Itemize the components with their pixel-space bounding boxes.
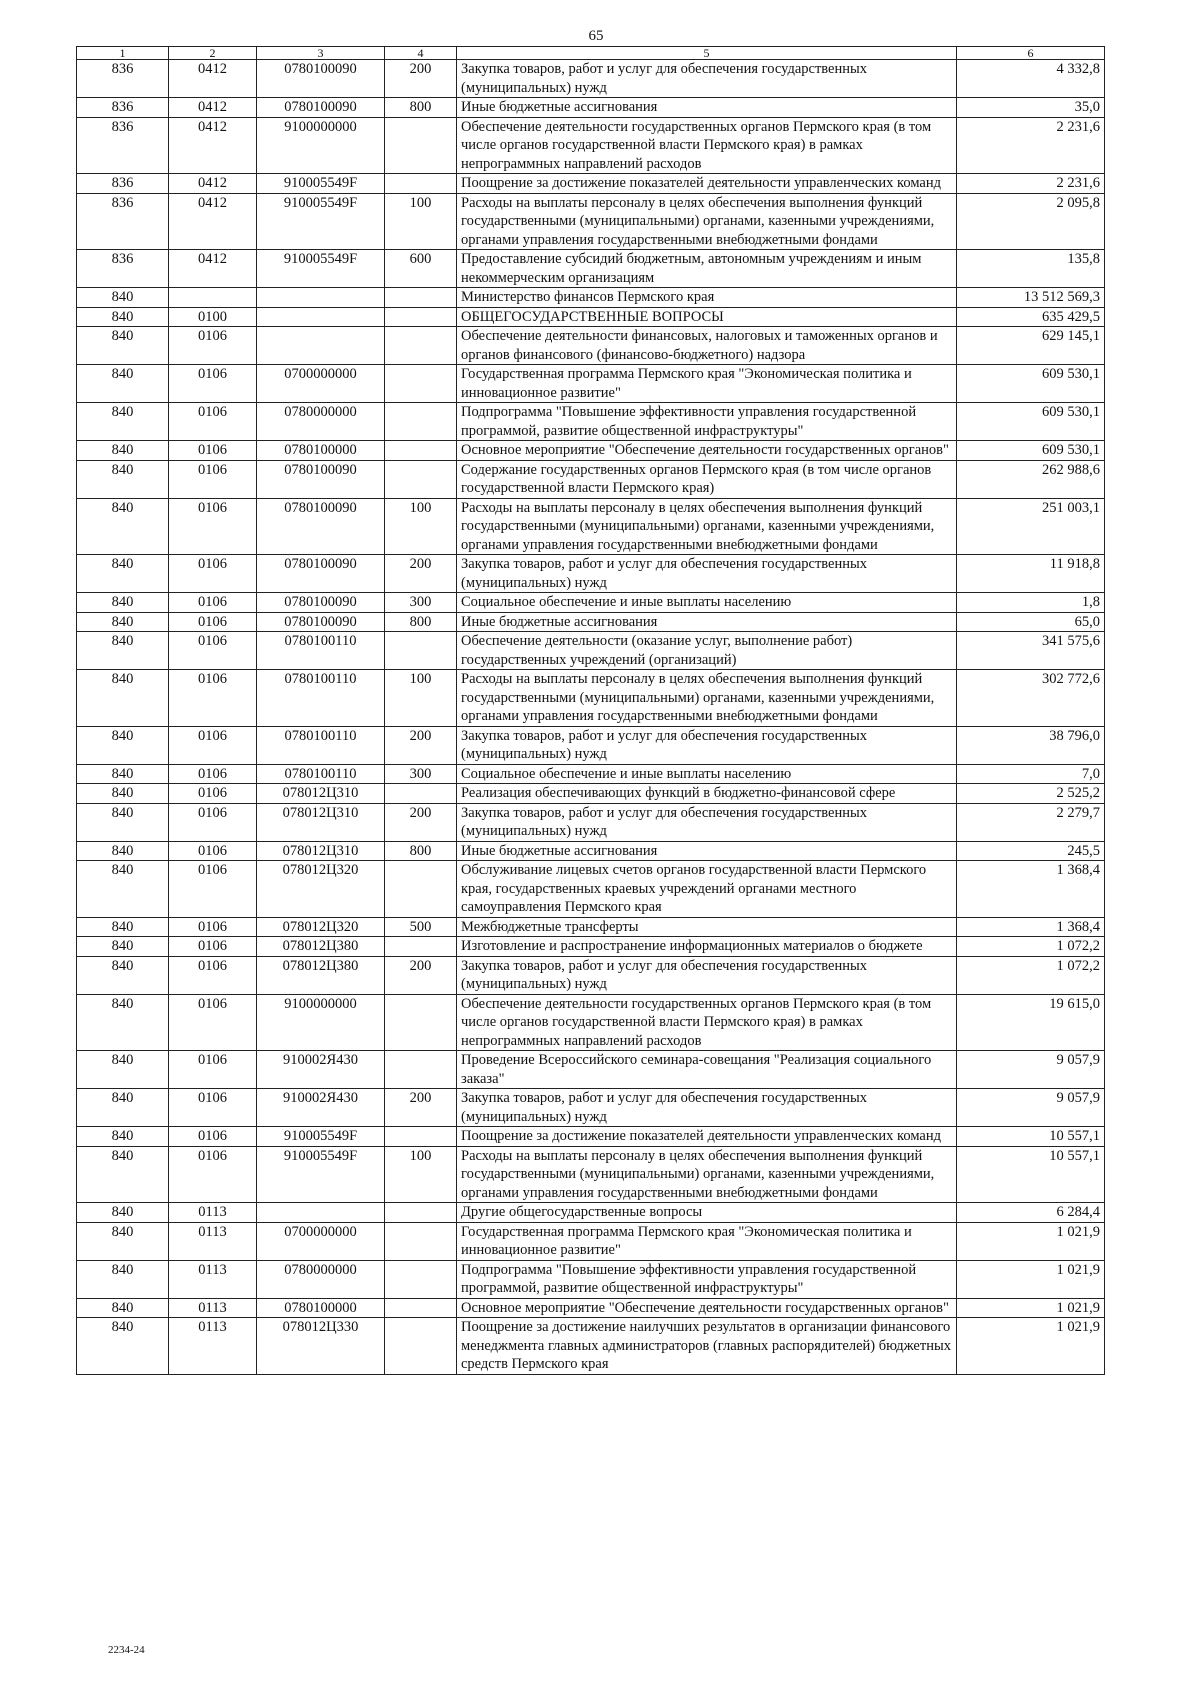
ministry-code-cell: 840	[77, 365, 169, 403]
target-article-cell: 0780100110	[257, 764, 385, 784]
description-cell: Расходы на выплаты персоналу в целях обеспечения выполнения функций государственными (муниципальными) органами, казенными учреждениями, органами управления государственными внебюджетными фондами	[457, 498, 957, 555]
ministry-code-cell: 840	[77, 1260, 169, 1298]
description-cell: Содержание государственных органов Пермского края (в том числе органов государственной власти Пермского края)	[457, 460, 957, 498]
table-row	[77, 250, 1105, 288]
section-code-cell: 0412	[169, 117, 257, 174]
target-article-cell: 078012Ц330	[257, 1318, 385, 1375]
target-article-cell: 910005549F	[257, 193, 385, 250]
expense-type-cell	[385, 1298, 457, 1318]
description-cell: Социальное обеспечение и иные выплаты населению	[457, 764, 957, 784]
description-cell: Предоставление субсидий бюджетным, автономным учреждениям и иным некоммерческим организациям	[457, 250, 957, 288]
target-article-cell: 0700000000	[257, 1222, 385, 1260]
table-row	[77, 1298, 1105, 1318]
section-code-cell: 0106	[169, 593, 257, 613]
table-row	[77, 174, 1105, 194]
description-cell: Иные бюджетные ассигнования	[457, 98, 957, 118]
amount-cell: 341 575,6	[957, 632, 1105, 670]
section-code-cell: 0106	[169, 1127, 257, 1147]
ministry-code-cell: 840	[77, 632, 169, 670]
section-code-cell: 0412	[169, 98, 257, 118]
section-code-cell: 0412	[169, 174, 257, 194]
description-cell: Закупка товаров, работ и услуг для обеспечения государственных (муниципальных) нужд	[457, 803, 957, 841]
target-article-cell: 0780000000	[257, 403, 385, 441]
section-code-cell: 0106	[169, 1051, 257, 1089]
ministry-code-cell: 840	[77, 1203, 169, 1223]
section-code-cell: 0106	[169, 365, 257, 403]
table-row	[77, 1260, 1105, 1298]
amount-cell: 629 145,1	[957, 327, 1105, 365]
section-code-cell: 0106	[169, 670, 257, 727]
expense-type-cell	[385, 994, 457, 1051]
amount-cell: 65,0	[957, 612, 1105, 632]
ministry-code-cell: 840	[77, 612, 169, 632]
table-row	[77, 193, 1105, 250]
description-cell: Иные бюджетные ассигнования	[457, 612, 957, 632]
target-article-cell: 910002Я430	[257, 1089, 385, 1127]
ministry-code-cell: 840	[77, 403, 169, 441]
section-code-cell: 0106	[169, 1089, 257, 1127]
section-code-cell: 0106	[169, 994, 257, 1051]
expense-type-cell	[385, 1222, 457, 1260]
target-article-cell	[257, 1203, 385, 1223]
column-header: 2	[169, 47, 257, 60]
expense-type-cell	[385, 861, 457, 918]
description-cell: Проведение Всероссийского семинара-совещания "Реализация социального заказа"	[457, 1051, 957, 1089]
table-row	[77, 1051, 1105, 1089]
ministry-code-cell: 840	[77, 937, 169, 957]
table-row	[77, 98, 1105, 118]
target-article-cell	[257, 307, 385, 327]
table-row	[77, 60, 1105, 98]
amount-cell: 1 021,9	[957, 1222, 1105, 1260]
expense-type-cell	[385, 937, 457, 957]
section-code-cell: 0106	[169, 327, 257, 365]
description-cell: Реализация обеспечивающих функций в бюджетно-финансовой сфере	[457, 784, 957, 804]
expense-type-cell	[385, 403, 457, 441]
amount-cell: 2 231,6	[957, 174, 1105, 194]
ministry-code-cell: 840	[77, 1146, 169, 1203]
amount-cell: 245,5	[957, 841, 1105, 861]
expense-type-cell	[385, 117, 457, 174]
description-cell: Закупка товаров, работ и услуг для обеспечения государственных (муниципальных) нужд	[457, 1089, 957, 1127]
description-cell: Изготовление и распространение информационных материалов о бюджете	[457, 937, 957, 957]
target-article-cell: 9100000000	[257, 994, 385, 1051]
description-cell: Обеспечение деятельности государственных органов Пермского края (в том числе органов государственной власти Пермского края) в рамках непрограммных направлений расходов	[457, 117, 957, 174]
description-cell: Закупка товаров, работ и услуг для обеспечения государственных (муниципальных) нужд	[457, 555, 957, 593]
ministry-code-cell: 840	[77, 841, 169, 861]
description-cell: Другие общегосударственные вопросы	[457, 1203, 957, 1223]
amount-cell: 13 512 569,3	[957, 288, 1105, 308]
ministry-code-cell: 840	[77, 1318, 169, 1375]
section-code-cell: 0106	[169, 498, 257, 555]
target-article-cell: 9100000000	[257, 117, 385, 174]
ministry-code-cell: 840	[77, 956, 169, 994]
section-code-cell: 0106	[169, 937, 257, 957]
ministry-code-cell: 836	[77, 60, 169, 98]
expense-type-cell: 100	[385, 670, 457, 727]
table-row	[77, 1318, 1105, 1375]
section-code-cell: 0106	[169, 403, 257, 441]
amount-cell: 635 429,5	[957, 307, 1105, 327]
expense-type-cell	[385, 1051, 457, 1089]
expense-type-cell	[385, 632, 457, 670]
ministry-code-cell: 840	[77, 917, 169, 937]
target-article-cell: 910005549F	[257, 250, 385, 288]
expense-type-cell: 100	[385, 1146, 457, 1203]
expense-type-cell: 300	[385, 593, 457, 613]
table-row	[77, 670, 1105, 727]
table-row	[77, 498, 1105, 555]
target-article-cell: 078012Ц380	[257, 937, 385, 957]
table-row	[77, 555, 1105, 593]
expense-type-cell: 500	[385, 917, 457, 937]
expense-type-cell: 800	[385, 841, 457, 861]
description-cell: Подпрограмма "Повышение эффективности управления государственной программой, развитие общественной инфраструктуры"	[457, 1260, 957, 1298]
budget-table	[76, 46, 1105, 1375]
description-cell: Основное мероприятие "Обеспечение деятельности государственных органов"	[457, 441, 957, 461]
section-code-cell: 0106	[169, 803, 257, 841]
ministry-code-cell: 836	[77, 98, 169, 118]
expense-type-cell	[385, 327, 457, 365]
table-row	[77, 593, 1105, 613]
amount-cell: 1 021,9	[957, 1260, 1105, 1298]
ministry-code-cell: 840	[77, 1127, 169, 1147]
section-code-cell: 0100	[169, 307, 257, 327]
ministry-code-cell: 840	[77, 1222, 169, 1260]
target-article-cell: 0780100090	[257, 460, 385, 498]
target-article-cell: 910002Я430	[257, 1051, 385, 1089]
table-row	[77, 784, 1105, 804]
target-article-cell	[257, 288, 385, 308]
table-row	[77, 937, 1105, 957]
table-row	[77, 117, 1105, 174]
amount-cell: 9 057,9	[957, 1051, 1105, 1089]
section-code-cell: 0106	[169, 555, 257, 593]
section-code-cell: 0106	[169, 1146, 257, 1203]
expense-type-cell	[385, 307, 457, 327]
amount-cell: 9 057,9	[957, 1089, 1105, 1127]
amount-cell: 609 530,1	[957, 365, 1105, 403]
description-cell: Расходы на выплаты персоналу в целях обеспечения выполнения функций государственными (муниципальными) органами, казенными учреждениями, органами управления государственными внебюджетными фондами	[457, 1146, 957, 1203]
page-number: 65	[588, 28, 604, 44]
table-row	[77, 1222, 1105, 1260]
amount-cell: 609 530,1	[957, 403, 1105, 441]
table-row	[77, 403, 1105, 441]
target-article-cell: 078012Ц320	[257, 861, 385, 918]
description-cell: Поощрение за достижение показателей деятельности управленческих команд	[457, 174, 957, 194]
table-row	[77, 1127, 1105, 1147]
expense-type-cell: 200	[385, 1089, 457, 1127]
table-row	[77, 994, 1105, 1051]
expense-type-cell	[385, 1260, 457, 1298]
target-article-cell: 0700000000	[257, 365, 385, 403]
expense-type-cell: 200	[385, 60, 457, 98]
footer-code: 2234-24	[108, 1644, 145, 1656]
table-row	[77, 1146, 1105, 1203]
target-article-cell: 0780100090	[257, 98, 385, 118]
amount-cell: 262 988,6	[957, 460, 1105, 498]
ministry-code-cell: 836	[77, 193, 169, 250]
ministry-code-cell: 840	[77, 803, 169, 841]
expense-type-cell	[385, 174, 457, 194]
ministry-code-cell: 840	[77, 307, 169, 327]
ministry-code-cell: 840	[77, 441, 169, 461]
target-article-cell: 078012Ц310	[257, 803, 385, 841]
table-row	[77, 288, 1105, 308]
column-header: 4	[385, 47, 457, 60]
amount-cell: 4 332,8	[957, 60, 1105, 98]
section-code-cell: 0106	[169, 460, 257, 498]
target-article-cell: 0780100090	[257, 593, 385, 613]
expense-type-cell	[385, 365, 457, 403]
ministry-code-cell: 840	[77, 726, 169, 764]
amount-cell: 19 615,0	[957, 994, 1105, 1051]
ministry-code-cell: 836	[77, 250, 169, 288]
amount-cell: 1 072,2	[957, 956, 1105, 994]
section-code-cell: 0106	[169, 612, 257, 632]
ministry-code-cell: 840	[77, 1089, 169, 1127]
table-row	[77, 365, 1105, 403]
target-article-cell: 078012Ц310	[257, 784, 385, 804]
description-cell: Обслуживание лицевых счетов органов государственной власти Пермского края, государственных краевых учреждений органами местного самоуправления Пермского края	[457, 861, 957, 918]
amount-cell: 135,8	[957, 250, 1105, 288]
column-header: 1	[77, 47, 169, 60]
amount-cell: 10 557,1	[957, 1127, 1105, 1147]
description-cell: Межбюджетные трансферты	[457, 917, 957, 937]
amount-cell: 1 021,9	[957, 1298, 1105, 1318]
table-row	[77, 327, 1105, 365]
section-code-cell: 0113	[169, 1318, 257, 1375]
amount-cell: 6 284,4	[957, 1203, 1105, 1223]
expense-type-cell: 200	[385, 956, 457, 994]
description-cell: Расходы на выплаты персоналу в целях обеспечения выполнения функций государственными (муниципальными) органами, казенными учреждениями, органами управления государственными внебюджетными фондами	[457, 670, 957, 727]
amount-cell: 1,8	[957, 593, 1105, 613]
expense-type-cell: 800	[385, 612, 457, 632]
amount-cell: 2 279,7	[957, 803, 1105, 841]
table-row	[77, 460, 1105, 498]
description-cell: Государственная программа Пермского края "Экономическая политика и инновационное развитие"	[457, 1222, 957, 1260]
amount-cell: 11 918,8	[957, 555, 1105, 593]
target-article-cell: 0780100000	[257, 1298, 385, 1318]
ministry-code-cell: 840	[77, 1051, 169, 1089]
section-code-cell: 0106	[169, 632, 257, 670]
description-cell: Закупка товаров, работ и услуг для обеспечения государственных (муниципальных) нужд	[457, 60, 957, 98]
description-cell: Расходы на выплаты персоналу в целях обеспечения выполнения функций государственными (муниципальными) органами, казенными учреждениями, органами управления государственными внебюджетными фондами	[457, 193, 957, 250]
expense-type-cell: 100	[385, 498, 457, 555]
ministry-code-cell: 840	[77, 498, 169, 555]
amount-cell: 2 525,2	[957, 784, 1105, 804]
ministry-code-cell: 840	[77, 288, 169, 308]
expense-type-cell	[385, 441, 457, 461]
target-article-cell: 0780100090	[257, 555, 385, 593]
table-row	[77, 307, 1105, 327]
section-code-cell: 0106	[169, 441, 257, 461]
description-cell: ОБЩЕГОСУДАРСТВЕННЫЕ ВОПРОСЫ	[457, 307, 957, 327]
amount-cell: 2 231,6	[957, 117, 1105, 174]
section-code-cell	[169, 288, 257, 308]
amount-cell: 302 772,6	[957, 670, 1105, 727]
amount-cell: 1 021,9	[957, 1318, 1105, 1375]
expense-type-cell: 300	[385, 764, 457, 784]
description-cell: Государственная программа Пермского края "Экономическая политика и инновационное развитие"	[457, 365, 957, 403]
section-code-cell: 0106	[169, 784, 257, 804]
table-row	[77, 1203, 1105, 1223]
target-article-cell: 078012Ц320	[257, 917, 385, 937]
target-article-cell: 0780100090	[257, 60, 385, 98]
description-cell: Обеспечение деятельности (оказание услуг, выполнение работ) государственных учреждений (организаций)	[457, 632, 957, 670]
amount-cell: 1 072,2	[957, 937, 1105, 957]
expense-type-cell	[385, 288, 457, 308]
section-code-cell: 0106	[169, 764, 257, 784]
target-article-cell: 0780000000	[257, 1260, 385, 1298]
expense-type-cell	[385, 460, 457, 498]
table-row	[77, 841, 1105, 861]
target-article-cell: 0780100090	[257, 498, 385, 555]
target-article-cell: 0780100110	[257, 726, 385, 764]
ministry-code-cell: 840	[77, 327, 169, 365]
description-cell: Поощрение за достижение показателей деятельности управленческих команд	[457, 1127, 957, 1147]
description-cell: Поощрение за достижение наилучших результатов в организации финансового менеджмента главных администраторов (главных распорядителей) бюджетных средств Пермского края	[457, 1318, 957, 1375]
expense-type-cell	[385, 1203, 457, 1223]
section-code-cell: 0106	[169, 956, 257, 994]
column-header: 6	[957, 47, 1105, 60]
table-row	[77, 441, 1105, 461]
amount-cell: 251 003,1	[957, 498, 1105, 555]
table-row	[77, 764, 1105, 784]
table-row	[77, 612, 1105, 632]
description-cell: Подпрограмма "Повышение эффективности управления государственной программой, развитие общественной инфраструктуры"	[457, 403, 957, 441]
expense-type-cell	[385, 1127, 457, 1147]
expense-type-cell: 200	[385, 726, 457, 764]
target-article-cell	[257, 327, 385, 365]
description-cell: Закупка товаров, работ и услуг для обеспечения государственных (муниципальных) нужд	[457, 956, 957, 994]
target-article-cell: 078012Ц380	[257, 956, 385, 994]
column-header: 5	[457, 47, 957, 60]
expense-type-cell: 100	[385, 193, 457, 250]
ministry-code-cell: 840	[77, 994, 169, 1051]
description-cell: Обеспечение деятельности финансовых, налоговых и таможенных органов и органов финансового (финансово-бюджетного) надзора	[457, 327, 957, 365]
amount-cell: 10 557,1	[957, 1146, 1105, 1203]
expense-type-cell: 600	[385, 250, 457, 288]
ministry-code-cell: 840	[77, 784, 169, 804]
ministry-code-cell: 836	[77, 174, 169, 194]
description-cell: Закупка товаров, работ и услуг для обеспечения государственных (муниципальных) нужд	[457, 726, 957, 764]
target-article-cell: 910005549F	[257, 1127, 385, 1147]
description-cell: Социальное обеспечение и иные выплаты населению	[457, 593, 957, 613]
expense-type-cell	[385, 1318, 457, 1375]
target-article-cell: 0780100090	[257, 612, 385, 632]
section-code-cell: 0113	[169, 1298, 257, 1318]
ministry-code-cell: 840	[77, 764, 169, 784]
section-code-cell: 0113	[169, 1203, 257, 1223]
table-row	[77, 726, 1105, 764]
ministry-code-cell: 840	[77, 861, 169, 918]
target-article-cell: 910005549F	[257, 1146, 385, 1203]
header-row	[77, 47, 1105, 60]
table-row	[77, 1089, 1105, 1127]
section-code-cell: 0412	[169, 250, 257, 288]
ministry-code-cell: 840	[77, 460, 169, 498]
expense-type-cell: 200	[385, 803, 457, 841]
target-article-cell: 0780100110	[257, 670, 385, 727]
ministry-code-cell: 840	[77, 593, 169, 613]
column-header: 3	[257, 47, 385, 60]
amount-cell: 38 796,0	[957, 726, 1105, 764]
target-article-cell: 0780100000	[257, 441, 385, 461]
amount-cell: 35,0	[957, 98, 1105, 118]
table-row	[77, 632, 1105, 670]
section-code-cell: 0106	[169, 841, 257, 861]
target-article-cell: 910005549F	[257, 174, 385, 194]
ministry-code-cell: 840	[77, 670, 169, 727]
section-code-cell: 0113	[169, 1260, 257, 1298]
section-code-cell: 0106	[169, 726, 257, 764]
description-cell: Министерство финансов Пермского края	[457, 288, 957, 308]
description-cell: Основное мероприятие "Обеспечение деятельности государственных органов"	[457, 1298, 957, 1318]
table-row	[77, 917, 1105, 937]
amount-cell: 609 530,1	[957, 441, 1105, 461]
table-row	[77, 803, 1105, 841]
amount-cell: 7,0	[957, 764, 1105, 784]
expense-type-cell: 200	[385, 555, 457, 593]
section-code-cell: 0412	[169, 60, 257, 98]
target-article-cell: 078012Ц310	[257, 841, 385, 861]
amount-cell: 1 368,4	[957, 861, 1105, 918]
ministry-code-cell: 840	[77, 1298, 169, 1318]
ministry-code-cell: 836	[77, 117, 169, 174]
amount-cell: 2 095,8	[957, 193, 1105, 250]
section-code-cell: 0106	[169, 917, 257, 937]
expense-type-cell	[385, 784, 457, 804]
section-code-cell: 0106	[169, 861, 257, 918]
amount-cell: 1 368,4	[957, 917, 1105, 937]
table-row	[77, 956, 1105, 994]
description-cell: Иные бюджетные ассигнования	[457, 841, 957, 861]
expense-type-cell: 800	[385, 98, 457, 118]
ministry-code-cell: 840	[77, 555, 169, 593]
table-row	[77, 861, 1105, 918]
description-cell: Обеспечение деятельности государственных органов Пермского края (в том числе органов государственной власти Пермского края) в рамках непрограммных направлений расходов	[457, 994, 957, 1051]
section-code-cell: 0412	[169, 193, 257, 250]
section-code-cell: 0113	[169, 1222, 257, 1260]
target-article-cell: 0780100110	[257, 632, 385, 670]
